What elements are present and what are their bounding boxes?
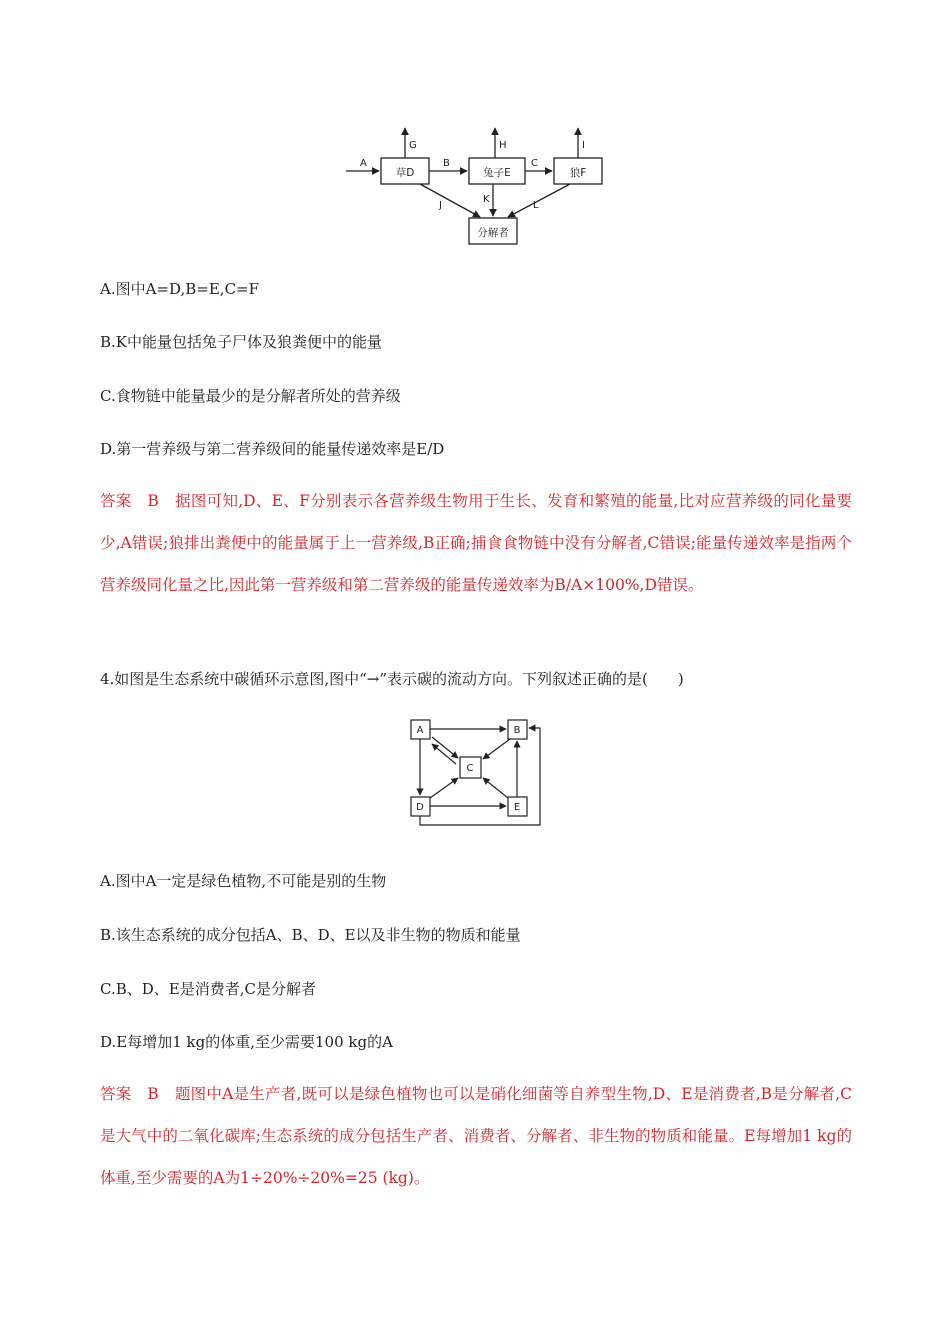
node-decomposer: 分解者 — [477, 227, 509, 239]
q3-option-b: B.K中能量包括兔子尸体及狼粪便中的能量 — [100, 333, 382, 351]
q3-answer — [100, 480, 852, 606]
energy-flow-diagram — [0, 110, 950, 370]
label-j: J — [439, 200, 442, 211]
node-rabbit: 兔子E — [483, 167, 511, 179]
q3-option-d: D.第一营养级与第二营养级间的能量传递效率是E/D — [100, 440, 445, 458]
label-l: L — [533, 200, 539, 211]
q3-option-a: A.图中A=D,B=E,C=F — [100, 280, 260, 298]
label-i: I — [582, 140, 585, 151]
label-c: C — [531, 158, 538, 169]
label-g: G — [409, 140, 417, 151]
label-k: K — [483, 194, 490, 205]
q4-option-d: D.E每增加1 kg的体重,至少需要100 kg的A — [100, 1033, 393, 1051]
node-grass: 草D — [395, 167, 415, 179]
node-a: A — [416, 725, 424, 736]
label-h: H — [499, 140, 507, 151]
q4-answer-tag: 答案 B — [100, 1085, 159, 1103]
node-c: C — [466, 763, 474, 774]
q3-option-c: C.食物链中能量最少的是分解者所处的营养级 — [100, 387, 401, 405]
q4-stem: 4.如图是生态系统中碳循环示意图,图中“→”表示碳的流动方向。下列叙述正确的是( ) — [100, 670, 684, 688]
node-d: D — [416, 802, 424, 813]
node-b: B — [513, 725, 521, 736]
q4-answer — [100, 1073, 852, 1199]
q4-option-c: C.B、D、E是消费者,C是分解者 — [100, 980, 316, 998]
q3-answer-tag: 答案 B — [100, 492, 159, 510]
label-a: A — [360, 158, 367, 169]
node-wolf: 狼F — [569, 167, 587, 179]
carbon-cycle-diagram — [0, 712, 950, 832]
q4-answer-text: 题图中A是生产者,既可以是绿色植物也可以是硝化细菌等自养型生物,D、E是消费者,B是分解者,C是大气中的二氧化碳库;生态系统的成分包括生产者、消费者、分解者、非生物的物质和能量。E每增加1 kg的体重,至少需要的A为1÷20%÷20%=25 (kg)。 — [100, 1085, 852, 1187]
q4-option-b: B.该生态系统的成分包括A、B、D、E以及非生物的物质和能量 — [100, 926, 521, 944]
label-b: B — [443, 158, 450, 169]
q4-option-a: A.图中A一定是绿色植物,不可能是别的生物 — [100, 872, 387, 890]
node-e: E — [513, 802, 521, 813]
q3-answer-text: 据图可知,D、E、F分别表示各营养级生物用于生长、发育和繁殖的能量,比对应营养级的同化量要少,A错误;狼排出粪便中的能量属于上一营养级,B正确;捕食食物链中没有分解者,C错误;能量传递效率是指两个营养级同化量之比,因此第一营养级和第二营养级的能量传递效率为B/A×100%,D错误。 — [100, 492, 853, 594]
